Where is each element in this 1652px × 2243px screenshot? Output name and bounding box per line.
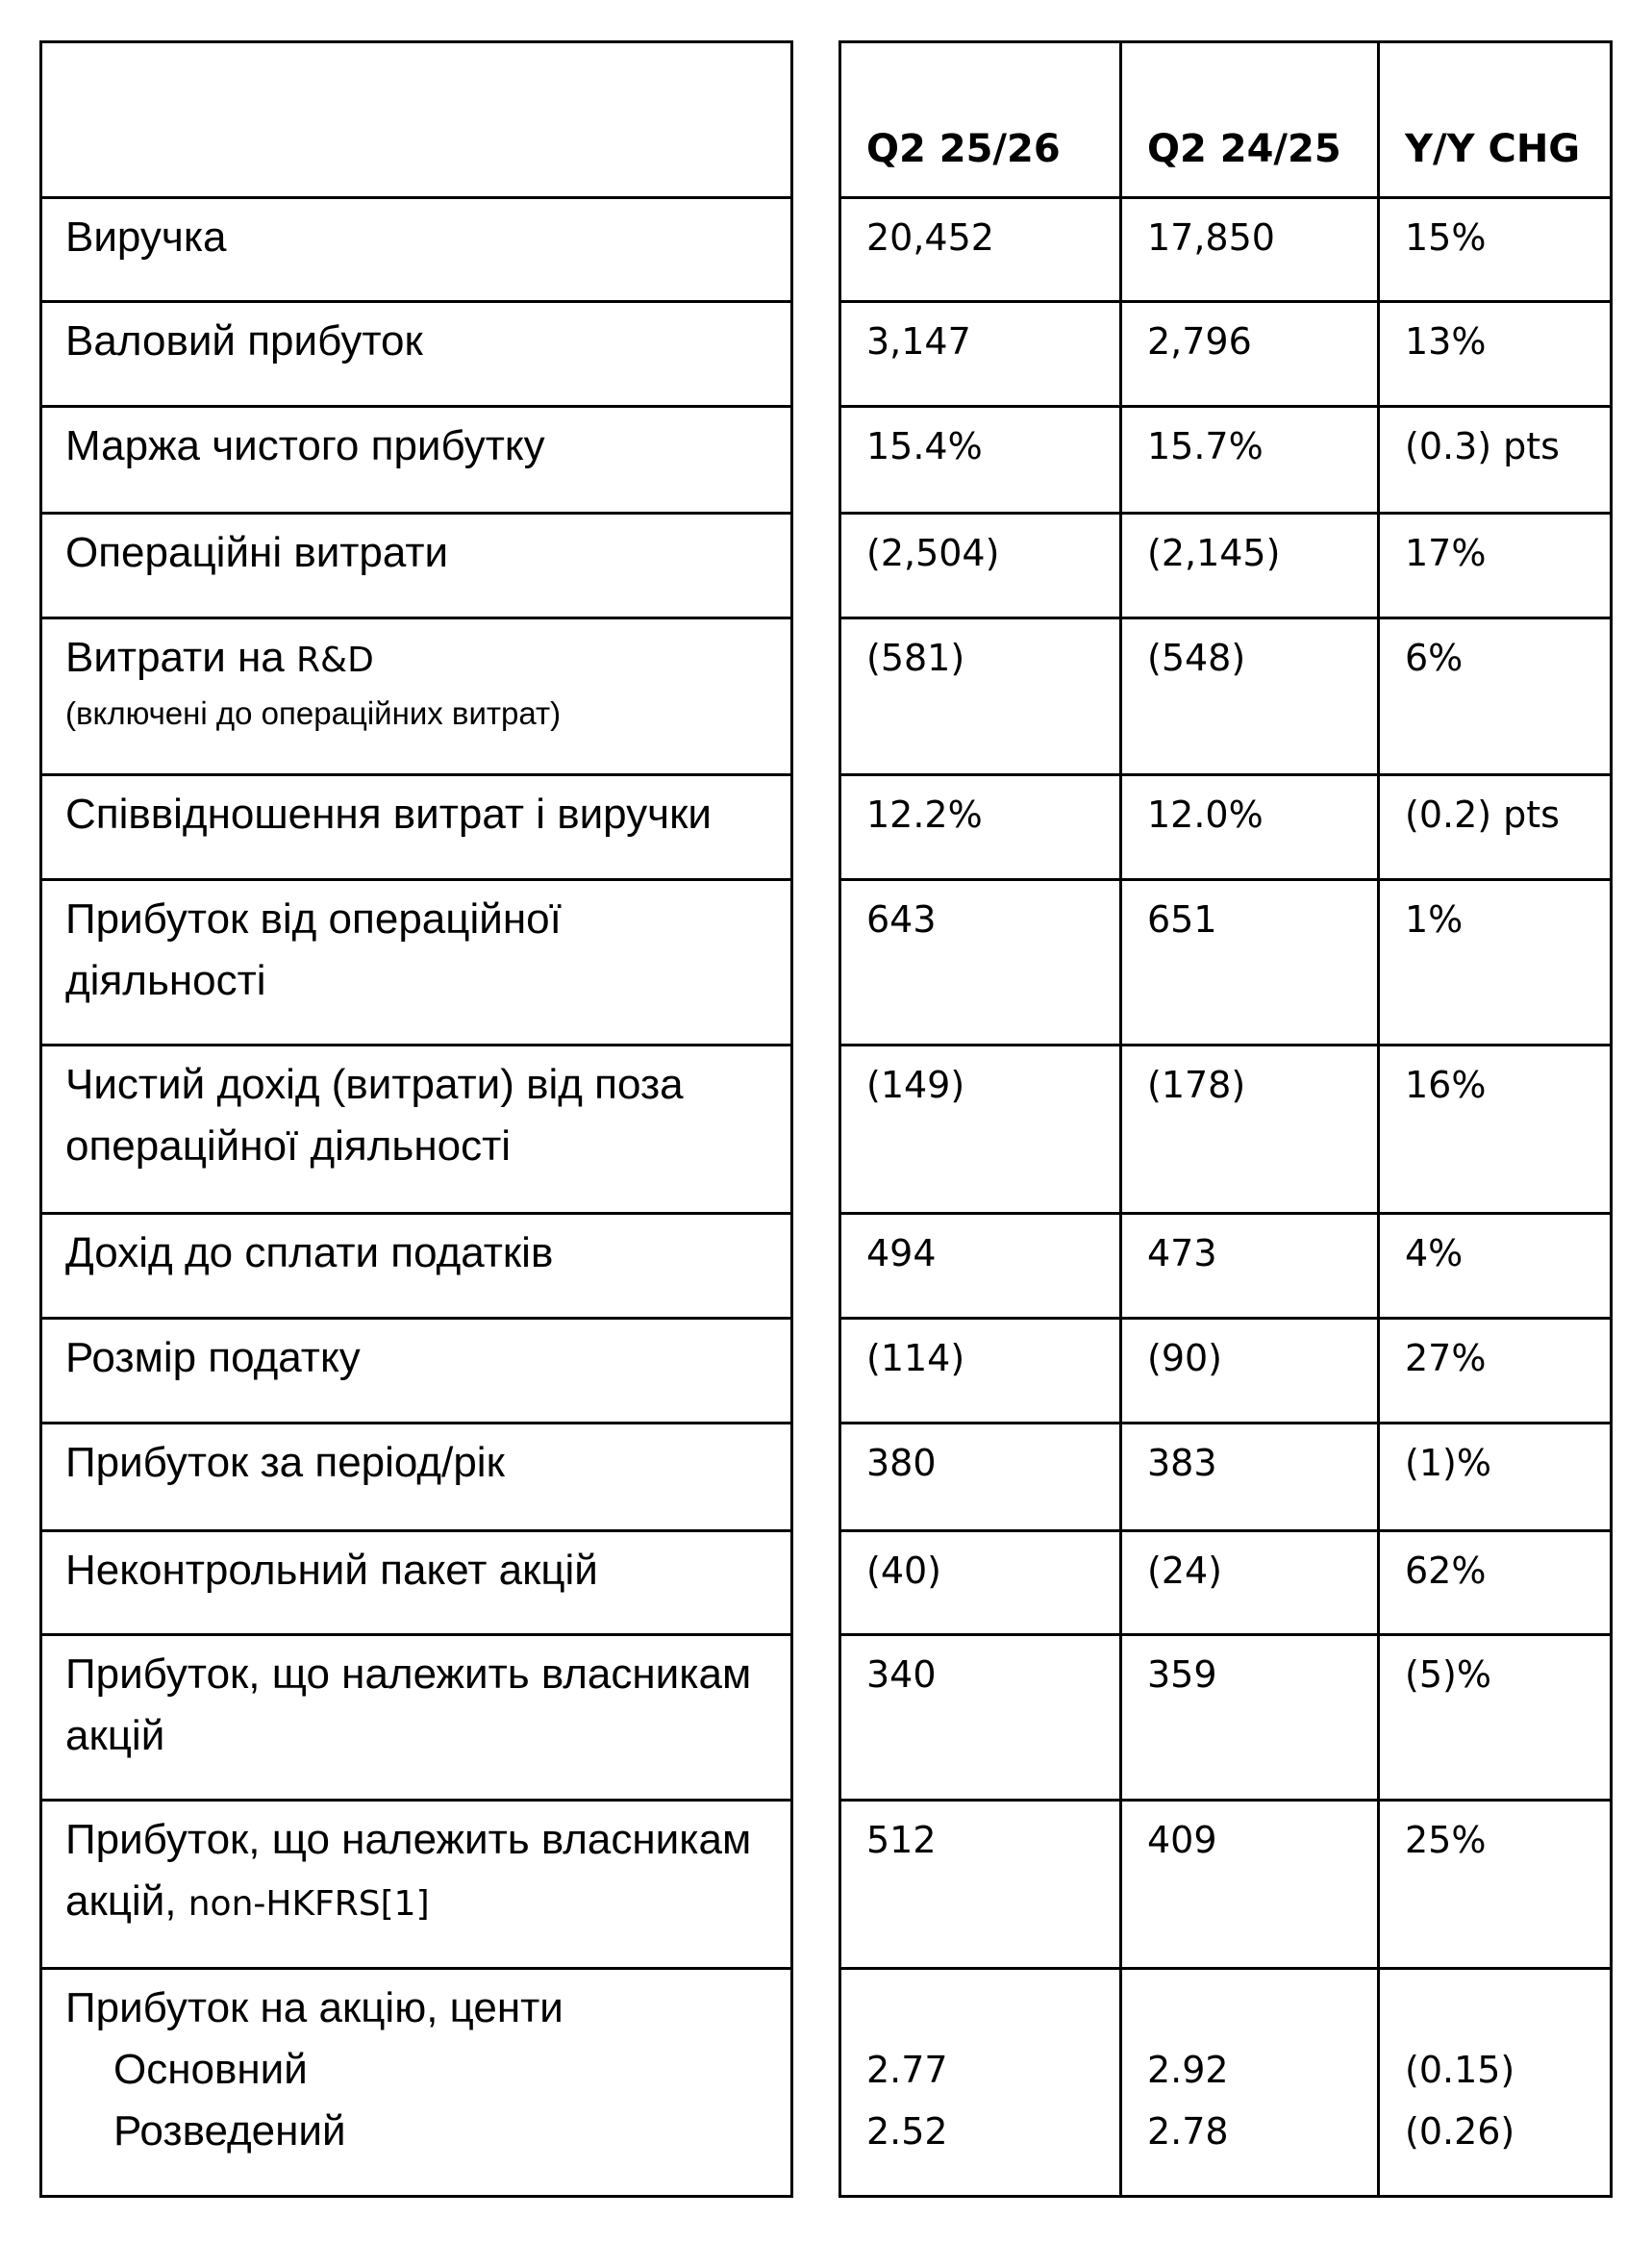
row-label-text: Неконтрольний пакет акцій (65, 1547, 598, 1594)
row-label-operating-profit (41, 880, 792, 1046)
cell-value: 340 (840, 1635, 1121, 1801)
row-label-text: Маржа чистого прибутку (65, 422, 545, 469)
cell-value: (581) (840, 618, 1121, 775)
row-label-suffix: R&D (296, 641, 374, 680)
cell-value: (90) (1121, 1319, 1379, 1424)
cell-value: 409 (1121, 1801, 1379, 1969)
eps-label: Прибуток на акцію, центи (65, 1984, 563, 2031)
row-label-text: Виручка (65, 214, 227, 261)
cell-value: 15.4% (840, 407, 1121, 514)
label-table (39, 40, 793, 2198)
data-table (839, 40, 1613, 2198)
eps-diluted-label: Розведений (113, 2107, 346, 2155)
row-label-text: Прибуток, що належить власникам акцій (65, 1651, 752, 1759)
eps-cell (1121, 1969, 1379, 2197)
row-label-expense-ratio (41, 775, 792, 880)
row-label-gross-profit (41, 302, 792, 407)
cell-value: (1)% (1379, 1424, 1612, 1531)
eps-cell (1379, 1969, 1612, 2197)
cell-value: (2,504) (840, 514, 1121, 618)
row-label-text: Співвідношення витрат і виручки (65, 791, 712, 838)
cell-value: 13% (1379, 302, 1612, 407)
row-label-text: Витрати на (65, 634, 297, 681)
row-label-revenue (41, 198, 792, 302)
column-header: Q2 24/25 (1121, 42, 1379, 198)
eps-basic-value: 2.92 (1147, 2049, 1229, 2091)
cell-value: (114) (840, 1319, 1121, 1424)
row-label-attributable-profit-nonhkfrs (41, 1801, 792, 1969)
cell-value: 15% (1379, 198, 1612, 302)
row-label-rd-expenses (41, 618, 792, 775)
cell-value: 27% (1379, 1319, 1612, 1424)
row-label-net-margin (41, 407, 792, 514)
cell-value: 494 (840, 1214, 1121, 1319)
row-label-text: Валовий прибуток (65, 317, 423, 365)
cell-value: 3,147 (840, 302, 1121, 407)
cell-value: 651 (1121, 880, 1379, 1046)
row-label-text: Розмір податку (65, 1334, 361, 1381)
cell-value: 383 (1121, 1424, 1379, 1531)
row-label-text: Дохід до сплати податків (65, 1229, 554, 1276)
eps-basic-value: (0.15) (1405, 2049, 1515, 2091)
row-label-operating-expenses (41, 514, 792, 618)
row-label-pretax-income (41, 1214, 792, 1319)
row-label-text: Прибуток від операційної діяльності (65, 895, 562, 1004)
cell-value: (548) (1121, 618, 1379, 775)
cell-value: 12.0% (1121, 775, 1379, 880)
cell-value: 473 (1121, 1214, 1379, 1319)
row-label-tax (41, 1319, 792, 1424)
row-label-text: Операційні витрати (65, 529, 449, 576)
column-header: Y/Y CHG (1379, 42, 1612, 198)
row-label-note: (включені до операційних витрат) (65, 695, 562, 731)
cell-value: (2,145) (1121, 514, 1379, 618)
header-label-cell (41, 42, 792, 198)
row-label-text: Чистий дохід (витрати) від поза операційної діяльності (65, 1061, 684, 1170)
eps-basic-label: Основний (113, 2046, 308, 2093)
eps-diluted-value: 2.52 (866, 2110, 948, 2153)
cell-value: 62% (1379, 1531, 1612, 1635)
cell-value: 1% (1379, 880, 1612, 1046)
cell-value: (5)% (1379, 1635, 1612, 1801)
cell-value: 2,796 (1121, 302, 1379, 407)
cell-value: 16% (1379, 1046, 1612, 1214)
cell-value: 643 (840, 880, 1121, 1046)
cell-value: (0.3) pts (1379, 407, 1612, 514)
cell-value: 20,452 (840, 198, 1121, 302)
eps-basic-value: 2.77 (866, 2049, 948, 2091)
cell-value: (24) (1121, 1531, 1379, 1635)
row-label-text: Прибуток, що належить власникам акцій, (65, 1816, 752, 1925)
cell-value: (149) (840, 1046, 1121, 1214)
row-label-attributable-profit (41, 1635, 792, 1801)
row-label-period-profit (41, 1424, 792, 1531)
cell-value: 17% (1379, 514, 1612, 618)
row-label-text: Прибуток за період/рік (65, 1439, 505, 1486)
eps-diluted-value: 2.78 (1147, 2110, 1229, 2153)
cell-value: 17,850 (1121, 198, 1379, 302)
cell-value: 15.7% (1121, 407, 1379, 514)
cell-value: (178) (1121, 1046, 1379, 1214)
cell-value: 12.2% (840, 775, 1121, 880)
cell-value: 25% (1379, 1801, 1612, 1969)
cell-value: (0.2) pts (1379, 775, 1612, 880)
cell-value: 512 (840, 1801, 1121, 1969)
cell-value: (40) (840, 1531, 1121, 1635)
row-label-noncontrolling (41, 1531, 792, 1635)
eps-diluted-value: (0.26) (1405, 2110, 1515, 2153)
column-header: Q2 25/26 (840, 42, 1121, 198)
row-label-suffix: non-HKFRS[1] (188, 1884, 430, 1924)
eps-cell (840, 1969, 1121, 2197)
cell-value: 6% (1379, 618, 1612, 775)
cell-value: 380 (840, 1424, 1121, 1531)
cell-value: 359 (1121, 1635, 1379, 1801)
row-label-eps (41, 1969, 792, 2197)
cell-value: 4% (1379, 1214, 1612, 1319)
row-label-non-operating (41, 1046, 792, 1214)
